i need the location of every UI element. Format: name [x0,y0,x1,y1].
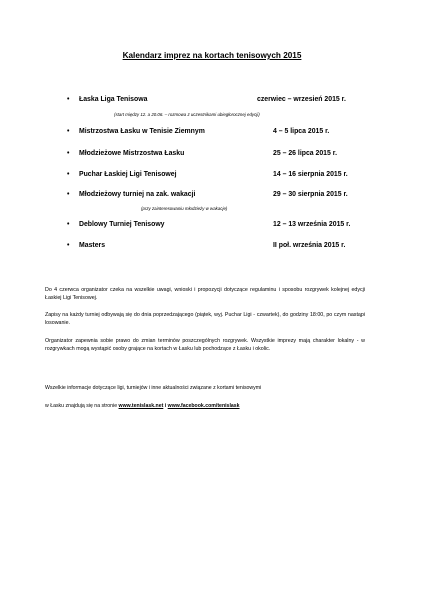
event-name: Młodzieżowe Mistrzostwa Łasku [79,150,185,157]
event-date: czerwiec – wrzesień 2015 r. [257,96,346,103]
event-row [67,128,387,138]
event-date: 12 – 13 września 2015 r. [273,221,351,228]
event-row [67,96,387,106]
bullet: • [67,171,70,178]
event-note: (start między 12. a 20.06. – rozmowa z uczestnikami ubiegłorocznej edycji) [114,112,260,117]
paragraph: Organizator zapewnia sobie prawo do zmian terminów poszczególnych rozgrywek. Wszystkie imprezy mają charakter lokalny - w rozgrywkach mogą wystąpić osoby grające na kortach w Łasku lub pochodzące z Łasku i okolic. [45,338,365,353]
event-row [67,242,387,252]
event-name: Mistrzostwa Łasku w Tenisie Ziemnym [79,128,205,135]
event-name: Masters [79,242,106,249]
event-row [67,221,387,231]
event-name: Deblowy Turniej Tenisowy [79,221,165,228]
facebook-link[interactable]: www.facebook.com/tenislask [167,403,240,409]
event-date: 25 – 26 lipca 2015 r. [273,150,337,157]
bullet: • [67,221,70,228]
bullet: • [67,128,70,135]
document-title: Kalendarz imprez na kortach tenisowych 2015 [122,51,302,60]
info-prefix: w Łasku znajdują się na stronie [45,403,119,409]
bullet: • [67,191,70,198]
paragraph: Do 4 czerwca organizator czeka na wszelkie uwagi, wnioski i propozycji dotyczące regulaminu i sposobu rozgrywek kolejnej edycji Łaskiej Ligi Tenisowej. [45,287,365,302]
event-name: Młodzieżowy turniej na zak. wakacji [79,191,196,198]
event-row [67,150,387,160]
event-row [67,191,387,201]
event-name: Puchar Łaskiej Ligi Tenisowej [79,171,177,178]
event-date: 14 – 16 sierpnia 2015 r. [273,171,348,178]
event-note: (przy zainteresowaniu młodzieży w wakacje) [141,206,228,211]
info-line [45,403,240,409]
event-date: II poł. września 2015 r. [273,242,346,249]
paragraph: Zapisy na każdy turniej odbywają się do dnia poprzedzającego (piątek, wyj. Puchar Ligi - czwartek), do godziny 18:00, po czym nastąpi losowanie. [45,312,365,327]
bullet: • [67,242,70,249]
event-date: 29 – 30 sierpnia 2015 r. [273,191,348,198]
event-date: 4 – 5 lipca 2015 r. [273,128,330,135]
website-link[interactable]: www.tenislask.net [118,403,164,409]
info-line: Wszelkie informacje dotyczące ligi, turniejów i inne aktualności związane z kortami tenisowymi [45,385,262,391]
event-row [67,171,387,181]
event-name: Łaska Liga Tenisowa [79,96,148,103]
link-separator: i [163,403,168,409]
bullet: • [67,150,70,157]
bullet: • [67,96,70,103]
